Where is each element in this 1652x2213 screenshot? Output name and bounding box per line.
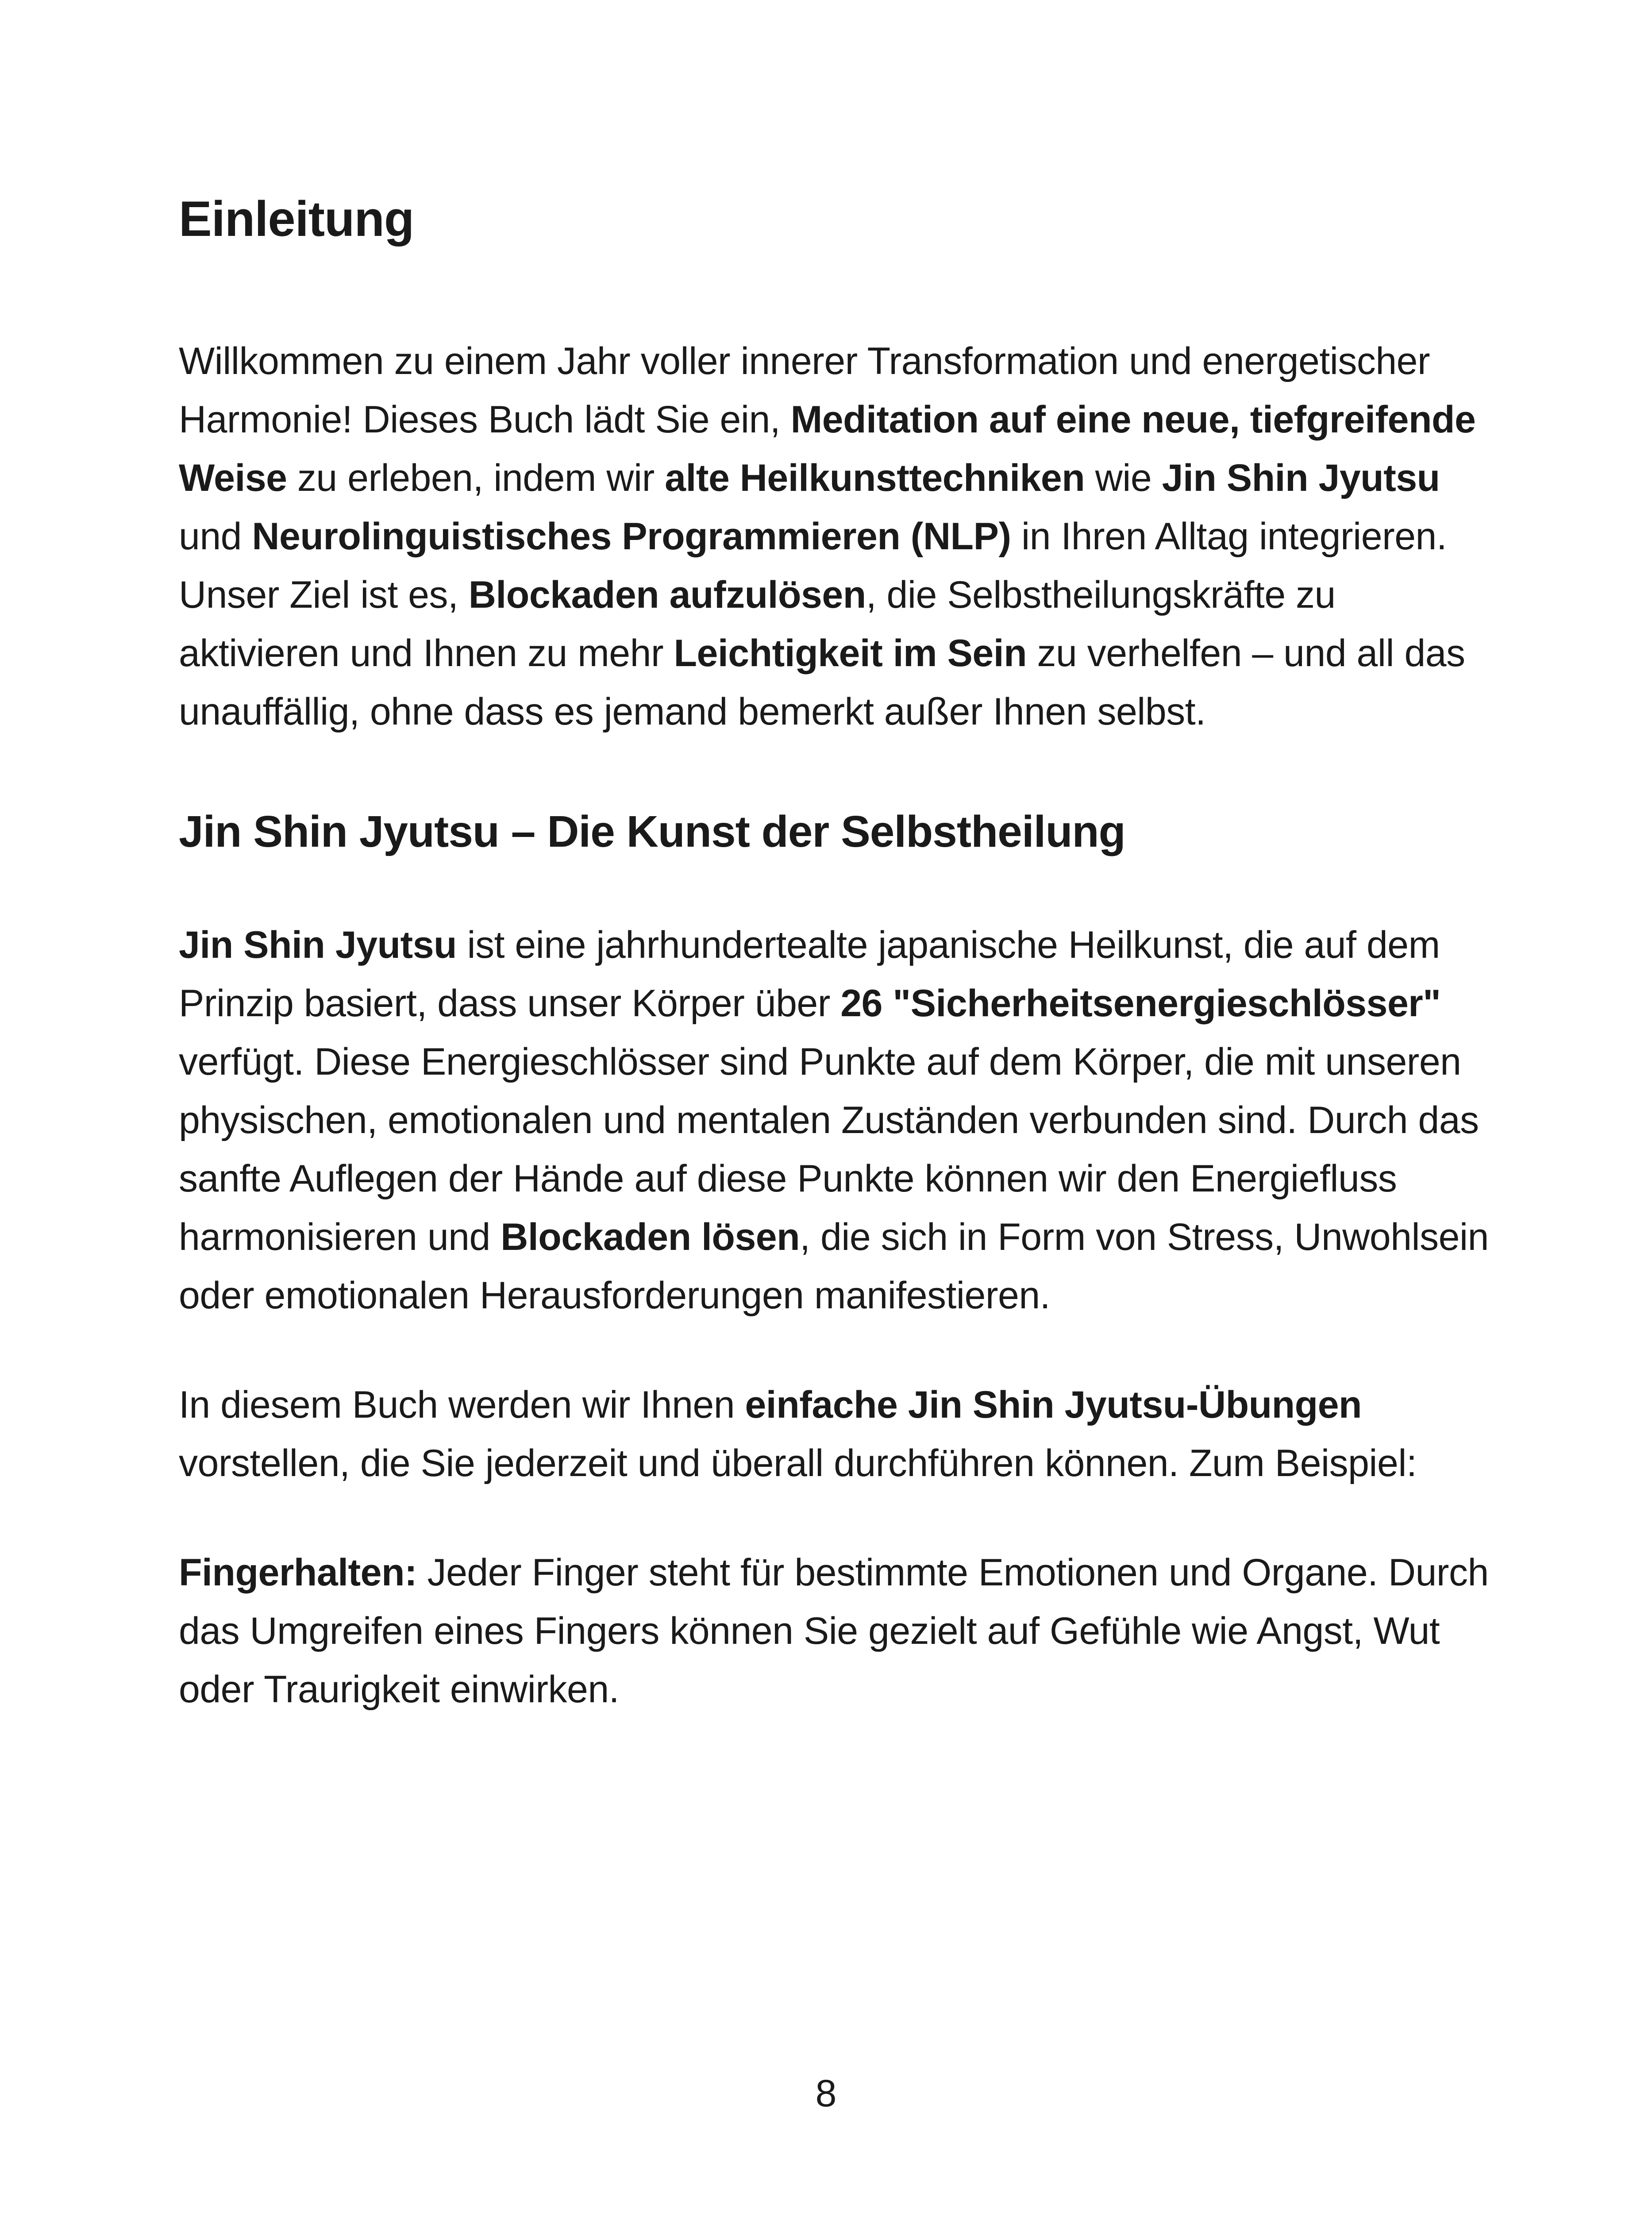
jsj-paragraph [179, 916, 1489, 1325]
section-heading: Jin Shin Jyutsu – Die Kunst der Selbstheilung [179, 807, 1125, 856]
jsj-bold-2: 26 "Sicherheitsenergieschlösser" [840, 982, 1441, 1025]
fingerhalten-text: Jeder Finger steht für bestimmte Emotionen und Organe. Durch das Umgreifen eines Fingers können Sie gezielt auf Gefühle wie Angst, Wut oder Traurigkeit einwirken. [179, 1551, 1489, 1711]
jsj-bold-1: Jin Shin Jyutsu [179, 924, 457, 966]
fingerhalten-label: Fingerhalten: [179, 1551, 417, 1594]
intro-text-7: zu verhelfen – und all das unauffällig, ohne dass es jemand bemerkt außer Ihnen selbst. [179, 632, 1465, 733]
page-content [179, 186, 1489, 1719]
intro-text-3: wie [1085, 457, 1162, 499]
chapter-title: Einleitung [179, 191, 414, 247]
jsj-bold-3: Blockaden lösen [501, 1216, 800, 1258]
exercises-text-1: In diesem Buch werden wir Ihnen [179, 1384, 745, 1426]
intro-bold-2: alte Heilkunsttechniken [665, 457, 1085, 499]
fingerhalten-paragraph [179, 1543, 1489, 1719]
jsj-text-3: , die sich in Form von Stress, Unwohlsein oder emotionalen Herausforderungen manifestieren. [179, 1216, 1489, 1317]
intro-text-5: in Ihren Alltag integrieren. Unser Ziel ist es, [179, 515, 1447, 616]
intro-text-1: Willkommen zu einem Jahr voller innerer Transformation und energetischer Harmonie! Dieses Buch lädt Sie ein, [179, 340, 1430, 441]
intro-text-6: , die Selbstheilungskräfte zu aktivieren und Ihnen zu mehr [179, 574, 1336, 675]
jsj-text-2: verfügt. Diese Energieschlösser sind Punkte auf dem Körper, die mit unseren physischen, emotionalen und mentalen Zuständen verbunden sind. Durch das sanfte Auflegen der Hände auf diese Punkte können wir den Energiefluss harmonisieren und [179, 1041, 1479, 1258]
intro-text-4: und [179, 515, 252, 558]
intro-bold-3: Jin Shin Jyutsu [1162, 457, 1440, 499]
intro-bold-1: Meditation auf eine neue, tiefgreifende Weise [179, 398, 1476, 499]
exercises-text-2: vorstellen, die Sie jederzeit und überall durchführen können. Zum Beispiel: [179, 1442, 1417, 1484]
intro-paragraph [179, 332, 1489, 741]
intro-bold-6: Leichtigkeit im Sein [674, 632, 1027, 675]
page-number: 8 [815, 2072, 837, 2115]
intro-bold-5: Blockaden aufzulösen [468, 574, 866, 616]
intro-bold-4: Neurolinguistisches Programmieren (NLP) [252, 515, 1011, 558]
exercises-bold-1: einfache Jin Shin Jyutsu-Übungen [745, 1384, 1362, 1426]
jsj-text-1: ist eine jahrhundertealte japanische Heilkunst, die auf dem Prinzip basiert, dass unser Körper über [179, 924, 1440, 1025]
intro-text-2: zu erleben, indem wir [287, 457, 665, 499]
exercises-paragraph [179, 1376, 1489, 1492]
